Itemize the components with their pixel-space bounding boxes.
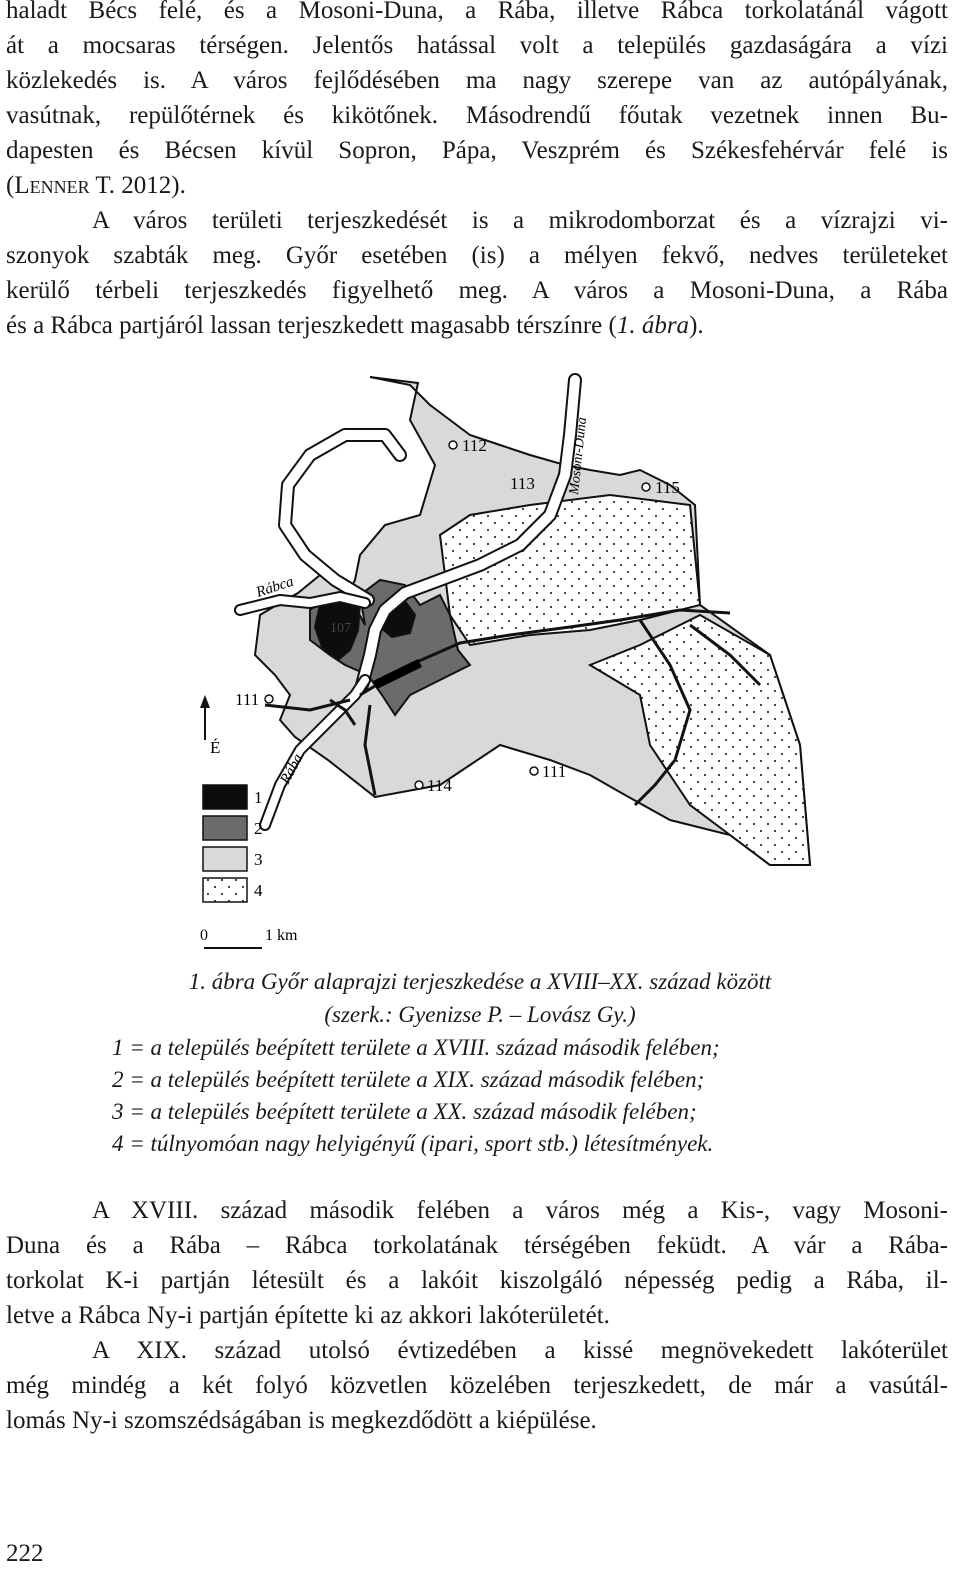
- label-rabca: Rábca: [254, 573, 296, 601]
- text-line: még mindég a két folyó közvetlen közelében terjeszkedett, de már a vasútál-: [6, 1372, 948, 1399]
- caption-legend-item: 1 = a település beépített területe a XVIII. század második felében;: [112, 1035, 720, 1060]
- text-line: A XIX. század utolsó évtizedében a kissé megnövekedett lakóterület: [92, 1337, 948, 1364]
- text-line: Duna és a Rába – Rábca torkolatának térségében feküdt. A vár a Rába-: [6, 1232, 948, 1259]
- text-line: lomás Ny-i szomszédságában is megkezdődött a kiépülése.: [6, 1407, 597, 1434]
- figure-caption-credit: (szerk.: Gyenizse P. – Lovász Gy.): [324, 1002, 636, 1027]
- text-line: át a mocsaras térségen. Jelentős hatással volt a település gazdaságára a vízi: [6, 32, 948, 59]
- figure-caption-title: 1. ábra Győr alaprajzi terjeszkedése a XVIII–XX. század között: [188, 969, 772, 994]
- text-span: és a Rábca partjáról lassan terjeszkedett magasabb térszínre (: [6, 312, 617, 339]
- citation-year: T. 2012).: [89, 172, 186, 199]
- caption-legend-item: 2 = a település beépített területe a XIX. század második felében;: [112, 1067, 705, 1092]
- svg-text:114: 114: [427, 776, 452, 795]
- caption-legend-item: 4 = túlnyomóan nagy helyigényű (ipari, sport stb.) létesítmények.: [112, 1131, 714, 1156]
- author-name: Lenner: [14, 172, 90, 199]
- gyor-expansion-map: [170, 365, 820, 965]
- svg-text:1 km: 1 km: [265, 927, 298, 944]
- text-line: szonyok szabták meg. Győr esetében (is) a mélyen fekvő, nedves területeket: [6, 242, 948, 269]
- svg-text:1: 1: [254, 788, 263, 807]
- scale-bar: [200, 927, 298, 948]
- svg-text:É: É: [210, 738, 221, 757]
- text-line: vasútnak, repülőtérnek és kikötőnek. Másodrendű főutak vezetnek innen Bu-: [6, 102, 948, 129]
- text-line: dapesten és Bécsen kívül Sopron, Pápa, Veszprém és Székesfehérvár felé is: [6, 137, 948, 164]
- text-line: letve a Rábca Ny-i partján építette ki az akkori lakóterületét.: [6, 1302, 610, 1329]
- map-point-113: [510, 474, 535, 493]
- text-line: [6, 169, 948, 203]
- text-span: ).: [689, 312, 704, 339]
- text-line: [6, 309, 948, 343]
- text-line: A XVIII. század második felében a város még a Kis-, vagy Mosoni-: [92, 1197, 948, 1224]
- map-legend: [203, 785, 263, 902]
- text-line: haladt Bécs felé, és a Mosoni-Duna, a Rába, illetve Rábca torkolatánál vágott: [6, 0, 948, 24]
- svg-text:113: 113: [510, 474, 535, 493]
- svg-text:111: 111: [235, 690, 260, 709]
- svg-text:107: 107: [330, 621, 351, 636]
- svg-text:3: 3: [254, 850, 263, 869]
- label-mosoni-duna: Mosoni-Duna: [567, 416, 591, 496]
- caption-legend-item: 3 = a település beépített területe a XX. század második felében;: [112, 1099, 697, 1124]
- map-point-111-east: [530, 762, 566, 781]
- map-point-107: [330, 621, 351, 636]
- svg-text:112: 112: [462, 436, 487, 455]
- svg-text:115: 115: [655, 478, 680, 497]
- text-line: A város területi terjeszkedését is a mikrodomborzat és a vízrajzi vi-: [92, 207, 948, 234]
- paren: (: [6, 172, 15, 199]
- page-number: 222: [6, 1540, 44, 1567]
- text-line: közlekedés is. A város fejlődésében ma nagy szerepe van az autópályának,: [6, 67, 948, 94]
- svg-text:111: 111: [542, 762, 567, 781]
- text-line: kerülő térbeli terjeszkedés figyelhető meg. A város a Mosoni-Duna, a Rába: [6, 277, 948, 304]
- north-arrow: [200, 695, 220, 757]
- svg-text:4: 4: [254, 881, 263, 900]
- svg-text:2: 2: [254, 819, 263, 838]
- text-line: torkolat K-i partján létesült és a lakóit kiszolgáló népesség pedig a Rába, il-: [6, 1267, 948, 1294]
- figure-reference: 1. ábra: [616, 312, 690, 339]
- label-raba: Rába: [277, 751, 307, 787]
- svg-text:0: 0: [200, 927, 208, 944]
